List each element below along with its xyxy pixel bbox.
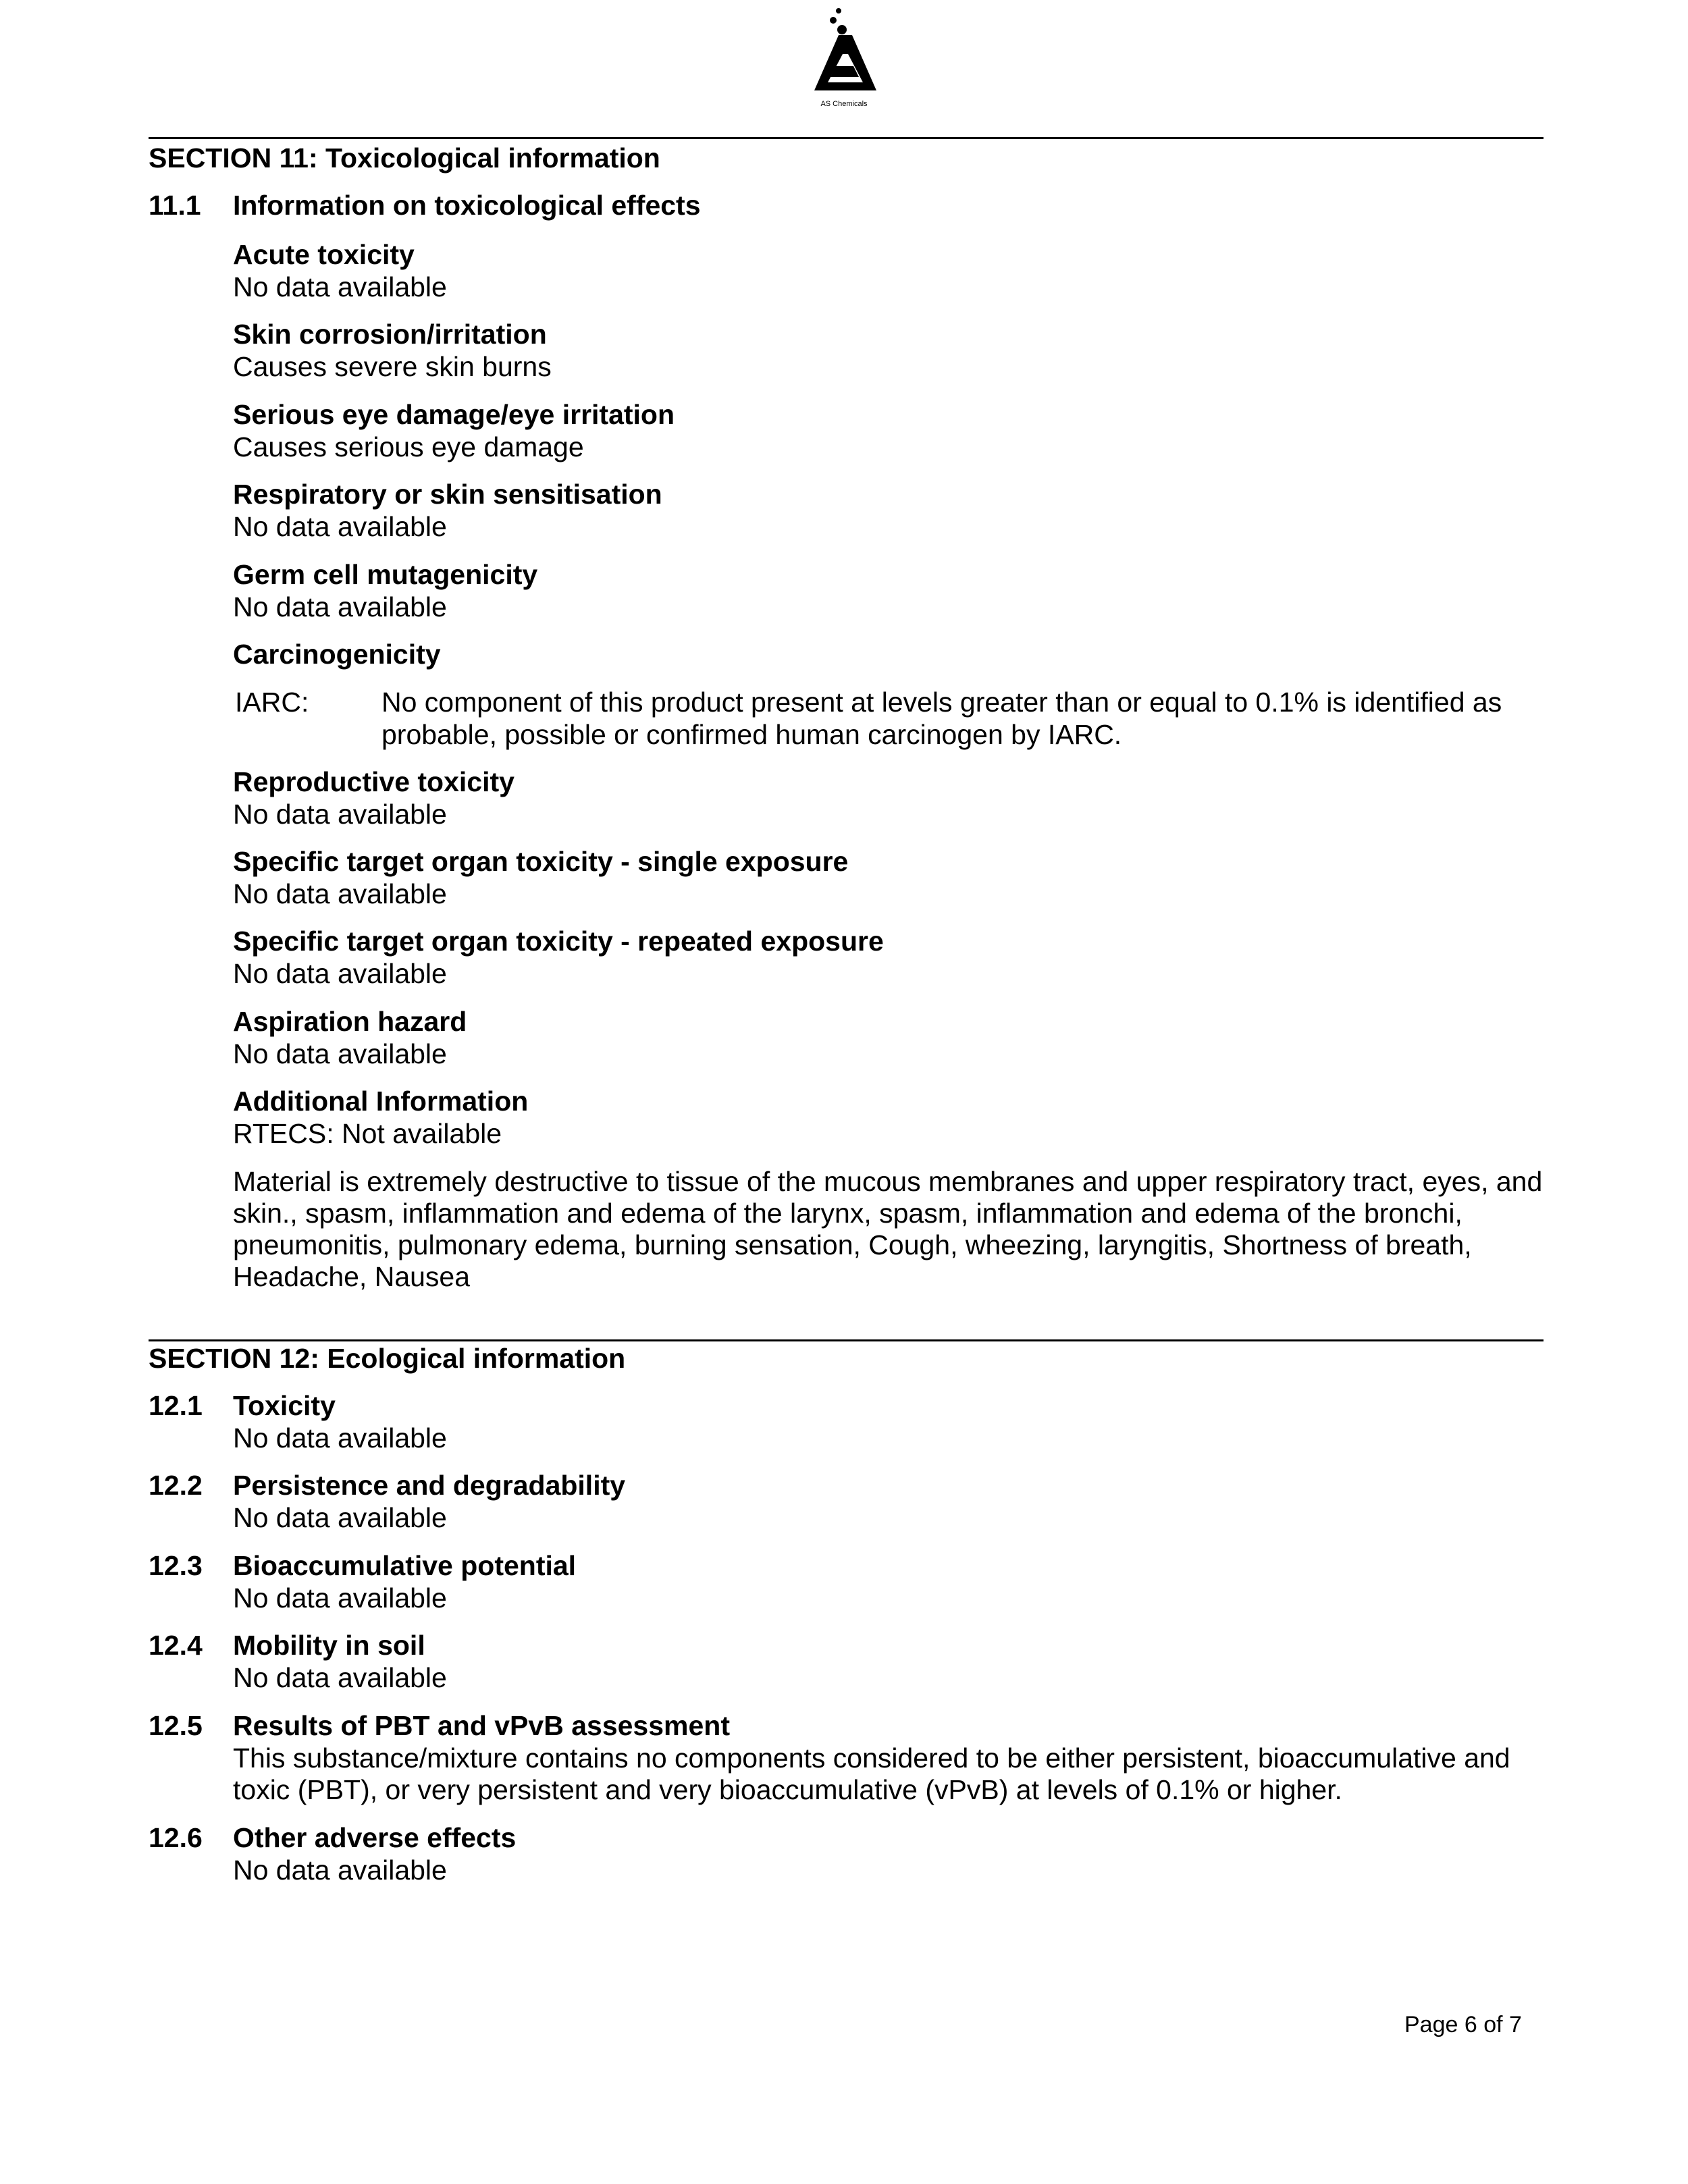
page-number: Page 6 of 7: [1404, 2012, 1522, 2037]
section-11-title: SECTION 11: Toxicological information: [149, 142, 660, 174]
acute-toxicity-text: No data available: [233, 271, 447, 302]
carcinogenicity-heading: Carcinogenicity: [233, 639, 441, 670]
iarc-text-line1: No component of this product present at levels greater than or equal to 0.1% is identified as: [381, 687, 1502, 718]
sensitisation-text: No data available: [233, 511, 447, 542]
additional-paragraph-line: Headache, Nausea: [233, 1261, 471, 1292]
section-rule: [149, 1339, 1544, 1341]
pbt-text-line1: This substance/mixture contains no components considered to be either persistent, bioaccumulative and: [233, 1742, 1510, 1774]
section-12-title: SECTION 12: Ecological information: [149, 1343, 626, 1374]
item-number: 12.5: [149, 1710, 203, 1741]
eye-damage-text: Causes serious eye damage: [233, 431, 584, 462]
reproductive-heading: Reproductive toxicity: [233, 766, 515, 797]
stot-single-text: No data available: [233, 878, 447, 909]
skin-corrosion-heading: Skin corrosion/irritation: [233, 319, 547, 350]
item-number: 12.2: [149, 1470, 203, 1501]
toxicity-heading: Toxicity: [233, 1390, 336, 1421]
eye-damage-heading: Serious eye damage/eye irritation: [233, 399, 675, 430]
mobility-heading: Mobility in soil: [233, 1630, 425, 1661]
bioaccumulative-text: No data available: [233, 1582, 447, 1614]
company-logo: [803, 4, 885, 108]
skin-corrosion-text: Causes severe skin burns: [233, 351, 552, 382]
rtecs-text: RTECS: Not available: [233, 1118, 502, 1149]
subsection-number: 11.1: [149, 190, 201, 221]
mutagenicity-text: No data available: [233, 591, 447, 622]
pbt-text-line2: toxic (PBT), or very persistent and very bioaccumulative (vPvB) at levels of 0.1% or higher.: [233, 1774, 1342, 1805]
stot-repeated-text: No data available: [233, 958, 447, 989]
logo-caption: AS Chemicals: [820, 100, 868, 108]
item-number: 12.1: [149, 1390, 203, 1421]
iarc-text-line2: probable, possible or confirmed human carcinogen by IARC.: [381, 719, 1122, 750]
sensitisation-heading: Respiratory or skin sensitisation: [233, 479, 662, 510]
mutagenicity-heading: Germ cell mutagenicity: [233, 559, 538, 590]
other-effects-heading: Other adverse effects: [233, 1822, 517, 1853]
aspiration-heading: Aspiration hazard: [233, 1006, 467, 1037]
reproductive-text: No data available: [233, 799, 447, 830]
section-rule: [149, 137, 1544, 139]
additional-paragraph-line: pneumonitis, pulmonary edema, burning sensation, Cough, wheezing, laryngitis, Shortness of breath,: [233, 1229, 1472, 1260]
acute-toxicity-heading: Acute toxicity: [233, 239, 415, 270]
item-number: 12.3: [149, 1550, 203, 1581]
item-number: 12.4: [149, 1630, 203, 1661]
additional-paragraph-line: skin., spasm, inflammation and edema of the larynx, spasm, inflammation and edema of the bronchi,: [233, 1198, 1462, 1229]
pbt-heading: Results of PBT and vPvB assessment: [233, 1710, 730, 1741]
other-effects-text: No data available: [233, 1855, 447, 1886]
additional-info-heading: Additional Information: [233, 1086, 529, 1117]
toxicity-text: No data available: [233, 1422, 447, 1454]
stot-single-heading: Specific target organ toxicity - single exposure: [233, 846, 849, 877]
subsection-title: Information on toxicological effects: [233, 190, 701, 221]
persistence-heading: Persistence and degradability: [233, 1470, 626, 1501]
flask-logo-icon: [803, 4, 885, 99]
persistence-text: No data available: [233, 1502, 447, 1533]
mobility-text: No data available: [233, 1662, 447, 1693]
additional-paragraph-line: Material is extremely destructive to tissue of the mucous membranes and upper respiratory tract, eyes, and: [233, 1166, 1543, 1197]
item-number: 12.6: [149, 1822, 203, 1853]
stot-repeated-heading: Specific target organ toxicity - repeated exposure: [233, 926, 884, 957]
bioaccumulative-heading: Bioaccumulative potential: [233, 1550, 577, 1581]
iarc-label: IARC:: [235, 687, 309, 718]
aspiration-text: No data available: [233, 1038, 447, 1069]
